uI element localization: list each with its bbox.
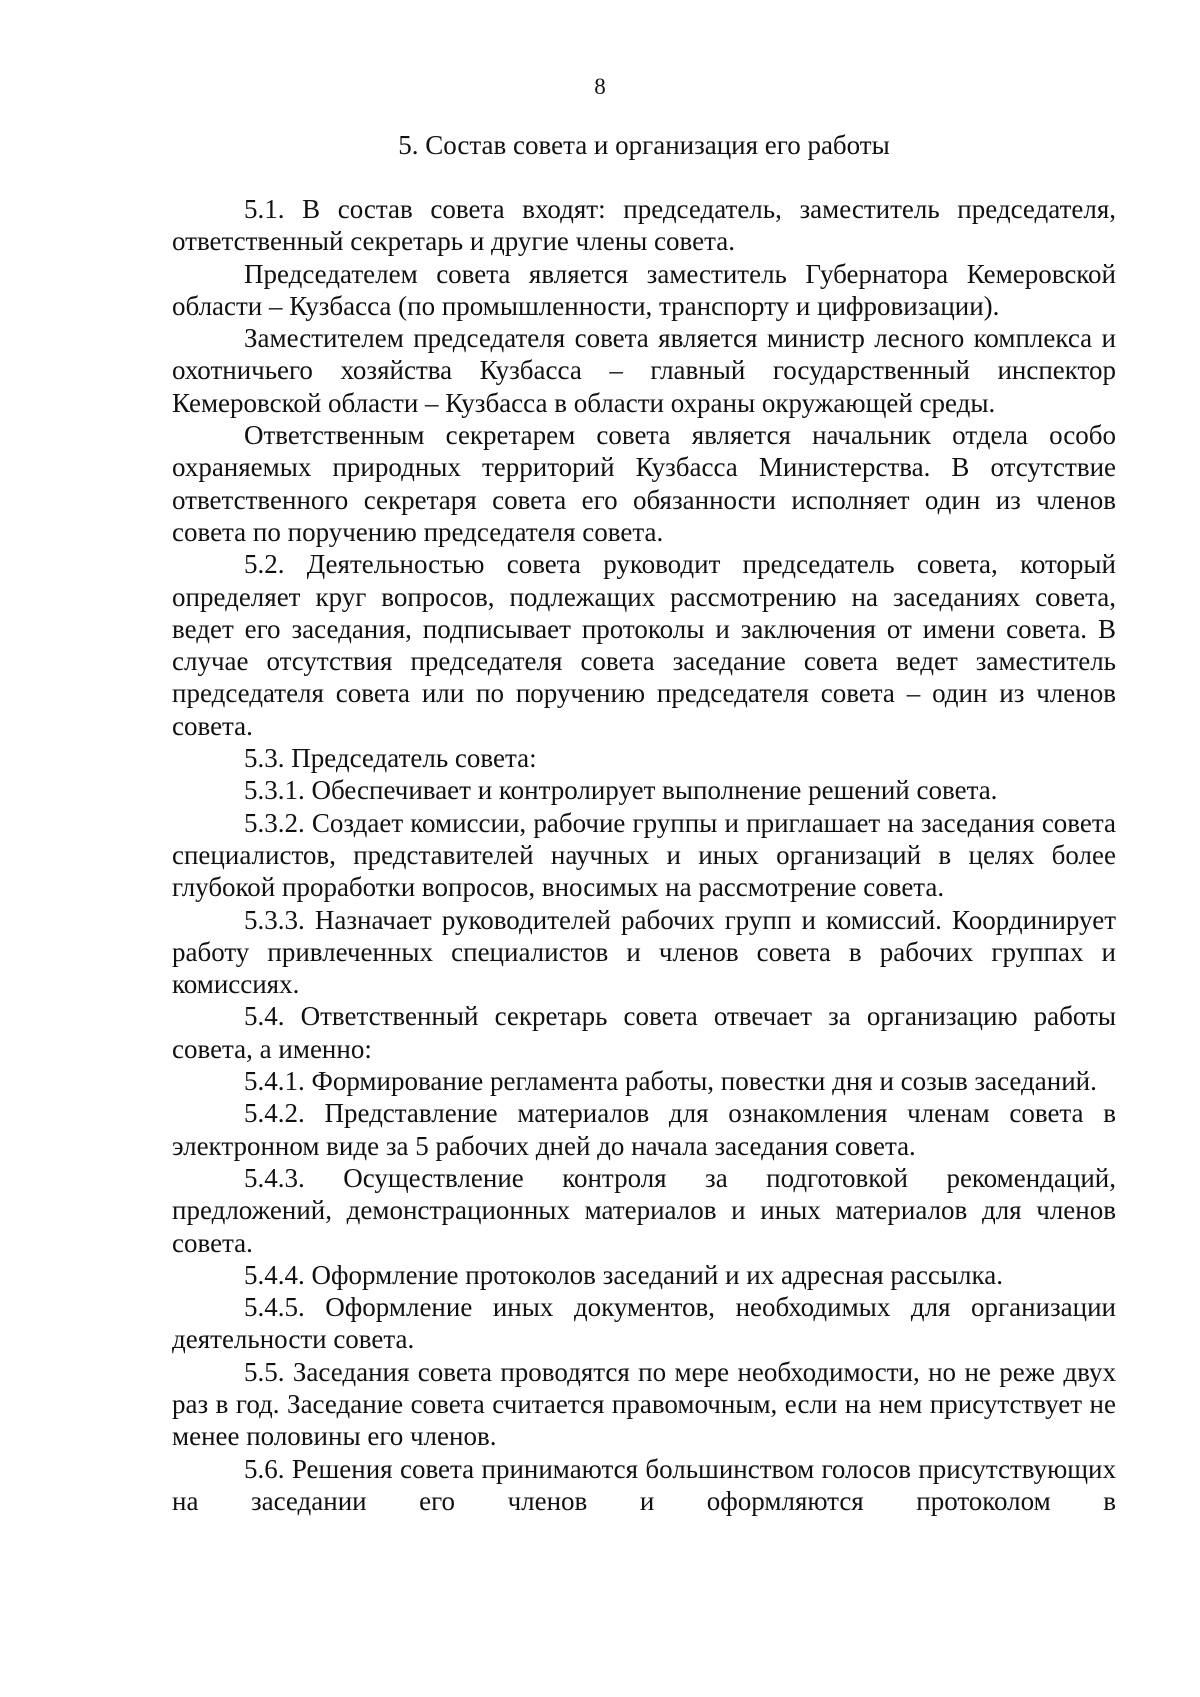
body-text xyxy=(172,193,1116,1517)
paragraph-5-4-3: 5.4.3. Осуществление контроля за подготовкой рекомендаций, предложений, демонстрационных материалов и иных материалов для членов совета. xyxy=(172,1162,1116,1258)
paragraph-5-3-3: 5.3.3. Назначает руководителей рабочих групп и комиссий. Координирует работу привлеченных специалистов и членов совета в рабочих группах и комиссиях. xyxy=(172,904,1116,1000)
paragraph-5-2: 5.2. Деятельностью совета руководит председатель совета, который определяет круг вопросов, подлежащих рассмотрению на заседаниях совета, ведет его заседания, подписывает протоколы и заключения от имени совета. В случае отсутствия председателя совета заседание совета ведет заместитель председателя совета или по поручению председателя совета – один из членов совета. xyxy=(172,549,1116,741)
section-title: 5. Состав совета и организация его работы xyxy=(398,130,890,160)
paragraph-5-5: 5.5. Заседания совета проводятся по мере необходимости, но не реже двух раз в год. Заседание совета считается правомочным, если на нем присутствует не менее половины его членов. xyxy=(172,1356,1116,1452)
paragraph-5-3-2: 5.3.2. Создает комиссии, рабочие группы и приглашает на заседания совета специалистов, представителей научных и иных организаций в целях более глубокой проработки вопросов, вносимых на рассмотрение совета. xyxy=(172,807,1116,903)
paragraph-5-6: 5.6. Решения совета принимаются большинством голосов присутствующих на заседании его членов и оформляются протоколом в xyxy=(172,1453,1116,1516)
page-number: 8 xyxy=(594,74,606,99)
paragraph-5-3: 5.3. Председатель совета: xyxy=(244,743,537,774)
paragraph-5-1: 5.1. В состав совета входят: председатель, заместитель председателя, ответственный секретарь и другие члены совета. xyxy=(172,194,1116,257)
paragraph-5-4-5: 5.4.5. Оформление иных документов, необходимых для организации деятельности совета. xyxy=(172,1292,1116,1355)
paragraph-deputy-chairman: Заместителем председателя совета является министр лесного комплекса и охотничьего хозяйства Кузбасса – главный государственный инспектор Кемеровской области – Кузбасса в области охраны окружающей среды. xyxy=(172,323,1116,418)
paragraph-executive-secretary: Ответственным секретарем совета является начальник отдела особо охраняемых природных территорий Кузбасса Министерства. В отсутствие ответственного секретаря совета его обязанности исполняет один из членов совета по поручению председателя совета. xyxy=(172,420,1116,547)
paragraph-5-4-1: 5.4.1. Формирование регламента работы, повестки дня и созыв заседаний. xyxy=(244,1066,1097,1097)
paragraph-chairman: Председателем совета является заместитель Губернатора Кемеровской области – Кузбасса (по промышленности, транспорту и цифровизации). xyxy=(172,258,1116,321)
paragraph-5-3-1: 5.3.1. Обеспечивает и контролирует выполнение решений совета. xyxy=(244,775,998,806)
paragraph-5-4: 5.4. Ответственный секретарь совета отвечает за организацию работы совета, а именно: xyxy=(172,1001,1116,1064)
paragraph-5-4-4: 5.4.4. Оформление протоколов заседаний и их адресная рассылка. xyxy=(244,1259,1003,1290)
paragraph-5-4-2: 5.4.2. Представление материалов для ознакомления членам совета в электронном виде за 5 рабочих дней до начала заседания совета. xyxy=(172,1098,1116,1161)
